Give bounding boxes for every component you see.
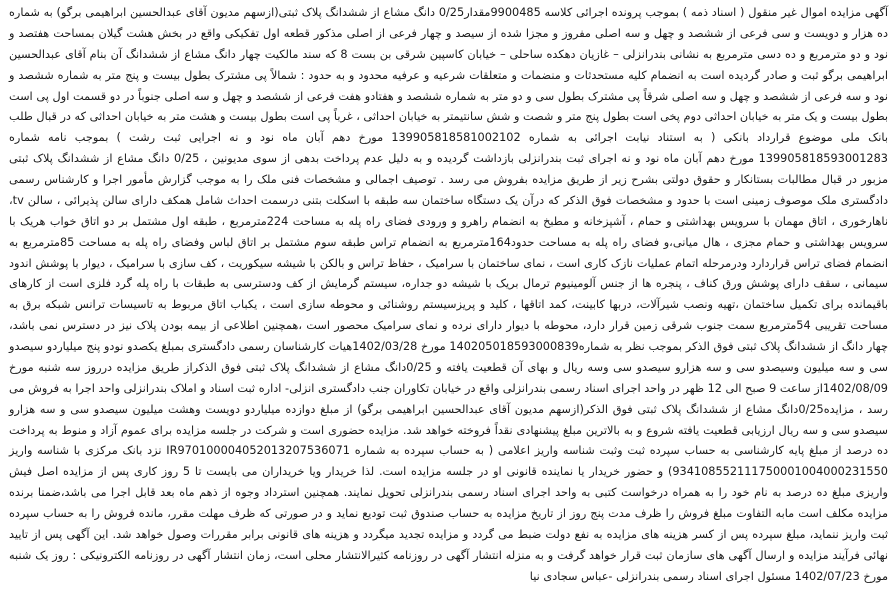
auction-notice-text: آگهی مزایده اموال غیر منقول ( اسناد ذمه ) بموجب پرونده اجرائی کلاسه 9900485مقدار0/25 دانگ مشاع از ششدانگ پلاک ثبتی(ازسهم مدیون آقای عبدالحسین ابراهیمی برگو) به شماره ده هزار و دویست و سی فرعی از ششصد و چهل و سه اصلی مفروز و مجزا شده از سیصد و چهار فرعی از اصلی مذکور قطعه اول تفکیکی واقع در بخش هشت گیلان بمساحت هفتصد و نود و دو مترمربع و ده دسی مترمربع به نشانی بندرانزلی – غازیان دهکده ساحلی – خیابان کاسپین شرقی بن بست 8 که سند مالکیت چهار دانگ مشاع از ششدانگ آن بنام آقای عبدالحسین ابراهیمی برگو ثبت و صادر گردیده است به انضمام کلیه مستحدثات و منضمات و متعلقات شرعیه و عرفیه محدود و به حدود : شمالاً پی مشترک بطول بیست و پنج متر به شماره ششصد و نود و سه فرعی از ششصد و چهل و سه اصلی شرقاً پی مشترک بطول سی و دو متر به شماره ششصد و هفتادو هفت فرعی از ششصد و چهل و سه اصلی جنوباً در دو قسمت اول پی است بطول بیست و یک متر به خیابان احداثی دوم پخی است بطول پنج متر و شصت و شش سانتیمتر به خیابان احداثی ، غرباً پی است بطول بیست و هشت متر به خیابان احداثی که در قبال طلب بانک ملی موضوع قرارداد بانکی ( به استناد نیابت اجرائی به شماره 139905818581002102 مورخ دهم آبان ماه نود و نه اجرایی ثبت رشت ) بموجب نامه شماره 139905818593001283 مورخ دهم آبان ماه نود و نه اجرای ثبت بندرانزلی بازداشت گردیده و به دلیل عدم پرداخت بدهی از سوی مدیونین ، 0/25 دانگ مشاع از ششدانگ پلاک ثبتی مزبور در قبال مطالبات بستانکار و حقوق دولتی بشرح زیر از طریق مزایده بفروش می رسد . توصیف اجمالی و مشخصات فنی ملک را به موجب گزارش مأمور اجرا و کارشناس رسمی دادگستری ملک موصوف زمینی است با حدود و مشخصات فوق الذکر که درآن یک دستگاه ساختمان سه طبقه با اسکلت بتنی درسمت احداث شامل همکف دارای سالن پذیرائی ، سالن tv، ناهارخوری ، اتاق مهمان با سرویس بهداشتی و حمام ، آشپزخانه و مطبخ به انضمام راهرو و ورودی فضای راه پله به مساحت 224مترمربع ، طبقه اول مشتمل بر دو اتاق خواب هریک با سرویس بهداشتی و حمام مجزی ، هال میانی،و فضای راه پله به مساحت حدود164مترمربع به انضمام تراس طبقه سوم مشتمل بر اتاق لباس وفضای راه پله به مساحت 85مترمربع به انضمام فضای تراس قراردارد ودرمرحله اتمام عملیات نازک کاری است ، نمای ساختمان با سرامیک ، حفاظ تراس و بالکن با شیشه سیکوریت ، کف سازی با سرامیک ، دیوار با پوشش اندود سیمانی ، سقف دارای پوشش ورق کناف ، پنجره ها از جنس آلومینیوم ترمال بریک با شیشه دو جداره، سیستم گرمایش از کف ودسترسی به طبقات با راه پله گرد فلزی است از کارهای باقیمانده برای تکمیل ساختمان ،تهیه ونصب شیرآلات، دربها کابینت، کمد اتاقها ، کلید و پریزسیستم روشنائی و محوطه سازی است ، یکباب اتاق مربوط به تاسیسات ترانس شبکه برق به مساحت تقریبی 54مترمربع سمت جنوب شرقی زمین قرار دارد، محوطه با دیوار دارای نرده و نمای سرامیک محصور است ،همچنین اطلاعی از بیمه بودن پلاک نیز در دسترس نمی باشد، چهار دانگ از ششدانگ پلاک ثبتی فوق الذکر بموجب نظر به شماره140205018593000839 مورخ 1402/03/28هیات کارشناسان رسمی دادگستری بمبلغ یکصدو نودو پنج میلیاردو سیصدو سی و سه میلیون وسیصدو سی و سه هزارو سیصدو سی وسه ریال و بهای آن قطعیت یافته و 0/25دانگ مشاع از ششدانگ پلاک ثبتی فوق الذکراز طریق مزایده درروز سه شنبه مورخ 1402/08/09از ساعت 9 صبح الی 12 ظهر در واحد اجرای اسناد رسمی بندرانزلی واقع در خیابان تکاوران جنب دادگستری انزلی- اداره ثبت اسناد و املاک بندرانزلی واحد اجرا به فروش می رسد ، مزایده0/25دانگ مشاع از ششدانگ پلاک ثبتی فوق الذکر(ازسهم مدیون آقای عبدالحسین ابراهیمی برگو) از مبلغ دوازده میلیاردو دویست وهشت میلیون سیصدو سی و سه هزارو سیصدو سی و سه ریال ارزیابی قطعیت یافته شروع و به بالاترین مبلغ پیشنهادی نقداً فروخته خواهد شد. مزایده حضوری است و شرکت در جلسه مزایده برای عموم آزاد و منوط به پرداخت ده درصد از مبلغ پایه کارشناسی به حساب سپرده ثبت وثبت شناسه واریز اعلامی ( به حساب سپرده به شماره IR970100004052013207536071 نزد بانک مرکزی با شناسه واریز 934108552111750001004000231550) و حضور خریدار یا نماینده قانونی او در جلسه مزایده است. لذا خریدار ویا خریداران می بایست تا 5 روز کاری پس از مزایده اصل فیش واریزی مبلغ ده درصد به نام خود را به همراه درخواست کتبی به واحد اجرای اسناد رسمی بندرانزلی تحویل نمایند. همچنین استرداد وجوه از ذهم ماه بعد قابل اجرا می باشد،ضمنا برنده مزایده مکلف است مابه التفاوت مبلغ فروش را ظرف مدت پنج روز از تاریخ مزایده به حساب صندوق ثبت تودیع نماید و در صورتی که ظرف مهلت مقرر، مانده فروش را به حساب سپرده ثبت واریز ننماید، مبلغ سپرده پس از کسر هزینه های مزایده به نفع دولت ضبط می گردد و مزایده تجدید میگردد و هزینه های قانونی برابر مقررات وصول خواهد شد. این آگهی پس از تایید نهائی فرآیند مزایده و ارسال آگهی های سازمان ثبت قرار خواهد گرفت و به منزله انتشار آگهی در روزنامه کثیرالانتشار محلی است، زمان انتشار آگهی در روزنامه الکترونیکی : روز یک شنبه مورخ 1402/07/23 مسئول اجرای اسناد رسمی بندرانزلی -عباس سجادی نیا: [9, 6, 889, 583]
